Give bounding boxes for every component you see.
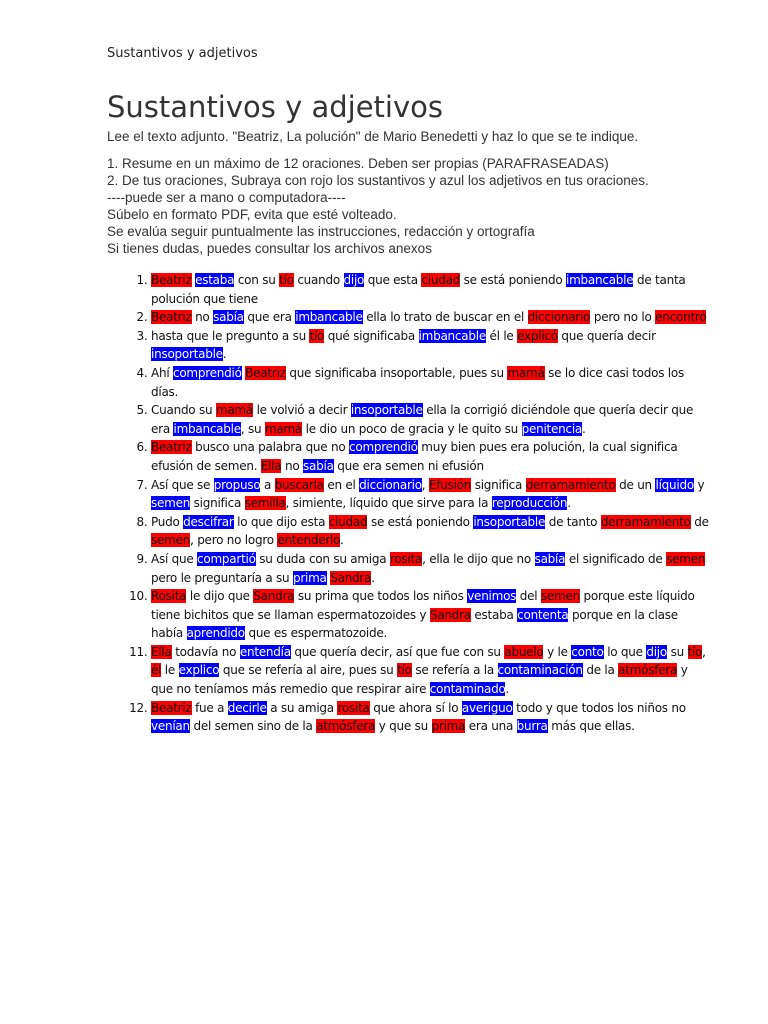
adjective-highlight: explico — [178, 663, 220, 678]
plain-text: del semen sino de la — [193, 719, 317, 734]
plain-text: . — [371, 570, 375, 585]
plain-text: hasta que le pregunto a su — [151, 328, 310, 343]
noun-highlight: tío — [309, 328, 325, 343]
plain-text: cuando — [297, 273, 344, 287]
adjective-highlight: estaba — [195, 273, 235, 287]
plain-text: significa — [193, 496, 245, 511]
sentence-item — [151, 643, 711, 699]
adjective-highlight: venían — [151, 719, 190, 734]
adjective-highlight: reproducción — [491, 496, 568, 511]
plain-text: de un — [619, 477, 656, 492]
plain-text: y le — [547, 644, 572, 659]
plain-text: , — [702, 644, 706, 659]
plain-text: se lo dice casi todos los días. — [151, 365, 684, 399]
plain-text: se refería a la — [415, 663, 498, 678]
noun-highlight: él — [151, 663, 162, 678]
plain-text: en el — [327, 477, 360, 492]
noun-highlight: ciudad — [421, 273, 461, 287]
plain-text: estaba — [474, 607, 518, 622]
adjective-highlight: diccionario — [359, 477, 422, 492]
plain-text: que quería decir — [561, 328, 656, 343]
plain-text: , pero no logro — [190, 533, 278, 548]
adjective-highlight: sabía — [213, 310, 244, 325]
plain-text: . — [567, 496, 571, 511]
plain-text: que se refería al aire, pues su — [222, 663, 398, 678]
adjective-highlight: comprendió — [349, 440, 418, 455]
plain-text: no — [285, 458, 304, 473]
noun-highlight: abuelo — [504, 644, 544, 659]
noun-highlight: Ella — [151, 644, 172, 659]
sentence-item — [151, 476, 711, 513]
plain-text: Así que se — [151, 477, 214, 492]
sentence-item — [151, 271, 711, 308]
sentence-item — [151, 587, 711, 643]
adjective-highlight: penitencia — [521, 421, 583, 436]
page-title: Sustantivos y adjetivos — [107, 90, 443, 124]
instruction-line: 2. De tus oraciones, Subraya con rojo los sustantivos y azul los adjetivos en tus oraciones. — [107, 173, 649, 188]
noun-highlight: mamá — [264, 421, 303, 436]
noun-highlight: Beatriz — [245, 365, 286, 380]
plain-text: no — [195, 310, 214, 325]
plain-text: fue a — [195, 700, 228, 715]
adjective-highlight: semen — [151, 496, 191, 511]
noun-highlight: mamá — [507, 365, 545, 380]
plain-text: a — [264, 477, 275, 492]
noun-highlight: semen — [666, 551, 706, 566]
noun-highlight: diccionario — [527, 310, 591, 325]
adjective-highlight: sabía — [534, 551, 566, 566]
adjective-highlight: entendía — [239, 644, 291, 659]
sentence-item — [151, 513, 711, 550]
plain-text: que quería decir, así que fue con su — [294, 644, 505, 659]
plain-text: se está poniendo — [463, 273, 566, 287]
plain-text: le dio un poco de gracia y le quito su — [305, 421, 522, 436]
adjective-highlight: imbancable — [566, 273, 634, 287]
adjective-highlight: compartió — [197, 551, 256, 566]
noun-highlight: Sandra — [330, 570, 372, 585]
page-header: Sustantivos y adjetivos — [107, 46, 258, 61]
adjective-highlight: venimos — [467, 589, 517, 604]
plain-text: lo que dijo esta — [237, 514, 329, 529]
plain-text: , simiente, líquido que sirve para la — [285, 496, 492, 511]
plain-text: qué significaba — [327, 328, 419, 343]
instruction-line: Súbelo en formato PDF, evita que esté volteado. — [107, 207, 397, 222]
plain-text: era una — [468, 719, 517, 734]
plain-text: . — [222, 347, 227, 362]
plain-text: porque en la clase había — [151, 607, 678, 641]
noun-highlight: atmósfera — [618, 663, 678, 678]
plain-text: su — [670, 644, 688, 659]
plain-text: más que ellas. — [551, 719, 635, 734]
adjective-highlight: contenta — [517, 607, 569, 622]
noun-highlight: Beatriz — [151, 440, 192, 455]
noun-highlight: tío — [279, 273, 294, 287]
instruction-line: 1. Resume en un máximo de 12 oraciones. Deben ser propias (PARAFRASEADAS) — [107, 156, 609, 171]
plain-text: que es espermatozoide. — [248, 626, 388, 641]
plain-text: de tanto — [548, 514, 601, 529]
plain-text: el significado de — [568, 551, 667, 566]
plain-text: con su — [237, 273, 280, 287]
noun-highlight: Sandra — [253, 589, 295, 604]
plain-text: lo que — [607, 644, 647, 659]
sentence-item — [151, 550, 711, 587]
adjective-highlight: insoportable — [350, 403, 423, 418]
plain-text: todo y que todos los niños no — [516, 700, 686, 715]
plain-text: le volvió a decir — [256, 403, 351, 418]
plain-text: . — [340, 533, 344, 548]
noun-highlight: buscarla — [274, 477, 324, 492]
plain-text: de la — [586, 663, 619, 678]
noun-highlight: derramamiento — [525, 477, 616, 492]
adjective-highlight: conto — [571, 644, 604, 659]
plain-text: significa — [474, 477, 526, 492]
sentence-item — [151, 364, 711, 401]
adjective-highlight: propuso — [213, 477, 261, 492]
plain-text: ella la corrigió diciéndole que quería decir que era — [151, 403, 694, 436]
instructions — [107, 128, 747, 257]
sentence-item — [151, 327, 711, 364]
adjective-highlight: insoportable — [151, 347, 223, 362]
plain-text: . — [582, 421, 586, 436]
plain-text: a su amiga — [270, 700, 338, 715]
noun-highlight: tío — [687, 644, 703, 659]
plain-text: Así que — [151, 551, 198, 566]
plain-text: pero no lo — [593, 310, 656, 325]
noun-highlight: ciudad — [328, 514, 368, 529]
plain-text: le dijo que — [189, 589, 254, 604]
plain-text: . — [505, 682, 509, 697]
spacer — [107, 145, 747, 155]
plain-text: que significaba insoportable, pues su — [289, 365, 508, 380]
adjective-highlight: líquido — [655, 477, 694, 492]
plain-text: muy bien pues era polución, la cual significa efusión de semen. — [151, 440, 678, 473]
instructions-intro: Lee el texto adjunto. "Beatriz, La polución" de Mario Benedetti y haz lo que se te indique. — [107, 129, 639, 144]
plain-text: él le — [489, 328, 518, 343]
plain-text: que esta — [367, 273, 422, 287]
adjective-highlight: imbancable — [173, 421, 241, 436]
sentence-item — [151, 401, 711, 438]
plain-text: que era — [247, 310, 296, 325]
noun-highlight: prima — [431, 719, 466, 734]
plain-text: le — [164, 663, 179, 678]
noun-highlight: Rosita — [151, 589, 187, 604]
plain-text: que ahora sí lo — [373, 700, 462, 715]
noun-highlight: semilla — [244, 496, 286, 511]
noun-highlight: atmósfera — [316, 719, 376, 734]
noun-highlight: Ella — [260, 458, 282, 473]
plain-text: , ella le dijo que no — [422, 551, 535, 566]
adjective-highlight: prima — [292, 570, 327, 585]
sentence-item — [151, 308, 711, 327]
adjective-highlight: imbancable — [418, 328, 486, 343]
noun-highlight: Beatriz — [151, 273, 192, 287]
noun-highlight: semen — [540, 589, 580, 604]
adjective-highlight: contaminación — [497, 663, 583, 678]
plain-text: Pudo — [151, 514, 184, 529]
plain-text: Ahí — [151, 365, 173, 380]
plain-text: su duda con su amiga — [259, 551, 390, 566]
noun-highlight: entenderlo — [277, 533, 340, 548]
noun-highlight: semen — [151, 533, 191, 548]
adjective-highlight: insoportable — [473, 514, 546, 529]
adjective-highlight: dijo — [646, 644, 667, 659]
plain-text: , su — [240, 421, 265, 436]
plain-text: de — [694, 514, 709, 529]
adjective-highlight: decirle — [227, 700, 267, 715]
instruction-line: Si tienes dudas, puedes consultar los archivos anexos — [107, 241, 432, 256]
plain-text: se está poniendo — [370, 514, 474, 529]
sentence-item — [151, 699, 711, 736]
adjective-highlight: contaminado — [429, 682, 506, 697]
adjective-highlight: comprendió — [172, 365, 242, 380]
adjective-highlight: dijo — [343, 273, 365, 287]
noun-highlight: derramamiento — [600, 514, 691, 529]
adjective-highlight: burra — [516, 719, 548, 734]
noun-highlight: Beatriz — [151, 310, 192, 325]
adjective-highlight: averiguo — [461, 700, 513, 715]
plain-text: del — [519, 589, 541, 604]
noun-highlight: rosita — [389, 551, 423, 566]
adjective-highlight: descifrar — [183, 514, 234, 529]
plain-text: porque este líquido tiene bichitos que se llaman espermatozoides y — [151, 589, 695, 622]
noun-highlight: Sandra — [429, 607, 471, 622]
noun-highlight: rosita — [337, 700, 370, 715]
plain-text: ella lo trato de buscar en el — [366, 310, 528, 325]
noun-highlight: encontró — [655, 310, 707, 325]
instruction-line: Se evalúa seguir puntualmente las instrucciones, redacción y ortografía — [107, 224, 535, 239]
sentence-list — [120, 271, 711, 736]
noun-highlight: Efusión — [428, 477, 472, 492]
noun-highlight: mamá — [215, 403, 253, 418]
noun-highlight: Beatriz — [151, 700, 192, 715]
adjective-highlight: imbancable — [295, 310, 363, 325]
adjective-highlight: sabía — [303, 458, 334, 473]
sentence-item — [151, 438, 711, 475]
plain-text: y que su — [378, 719, 432, 734]
plain-text: pero le preguntaría a su — [151, 570, 293, 585]
plain-text: su prima que todos los niños — [297, 589, 468, 604]
instruction-line: ----puede ser a mano o computadora---- — [107, 190, 346, 205]
plain-text: que era semen ni efusión — [337, 458, 484, 473]
plain-text: todavía no — [175, 644, 240, 659]
plain-text: busco una palabra que no — [195, 440, 349, 455]
noun-highlight: explicó — [517, 328, 558, 343]
noun-highlight: tío — [397, 663, 412, 678]
plain-text: de tanta polución que tiene — [151, 273, 686, 306]
plain-text: Cuando su — [151, 403, 216, 418]
plain-text: y que no teníamos más remedio que respirar aire — [151, 663, 688, 697]
plain-text: y — [697, 477, 705, 492]
adjective-highlight: aprendido — [186, 626, 245, 641]
plain-text: , — [421, 477, 429, 492]
